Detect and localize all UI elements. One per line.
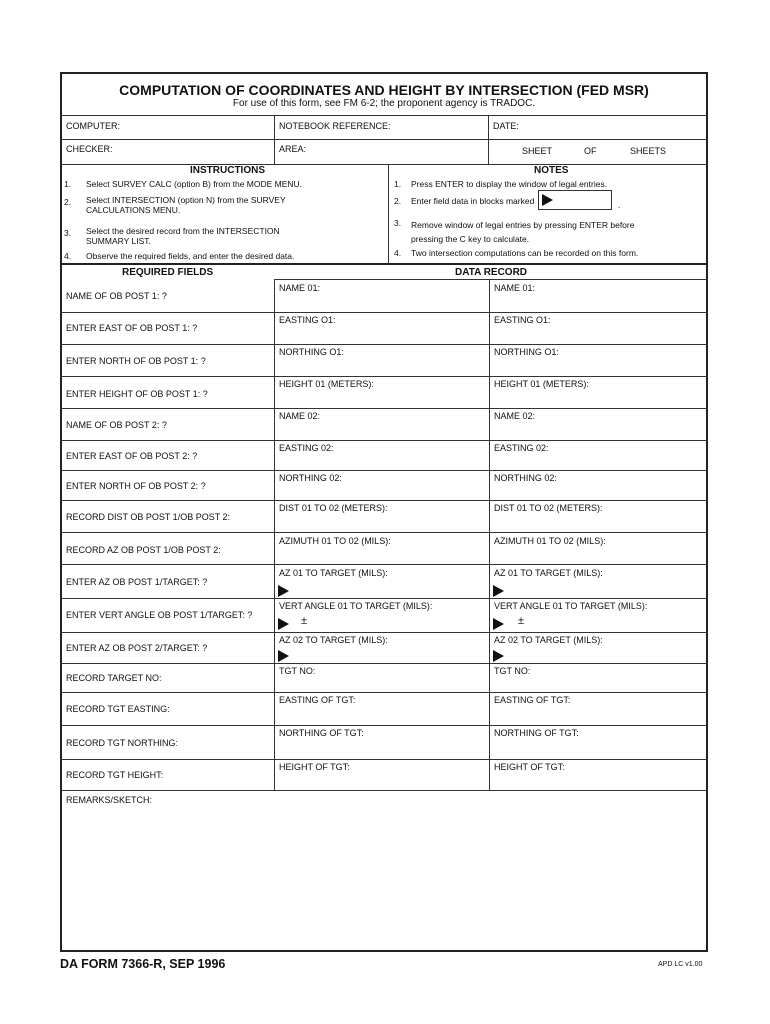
divider [61,725,707,726]
data-field-01[interactable]: DIST 01 TO 02 (METERS): [279,503,388,513]
instruction-num: 4. [64,251,72,261]
data-record-heading: DATA RECORD [455,267,528,278]
required-field-label: RECORD TGT HEIGHT: [66,770,164,780]
data-field-01[interactable]: EASTING O1: [279,315,336,325]
note-suffix: . [618,200,621,210]
required-field-label: ENTER VERT ANGLE OB POST 1/TARGET: ? [66,610,253,620]
data-field-01[interactable]: NORTHING OF TGT: [279,728,364,738]
divider [61,440,707,441]
data-field-02[interactable]: NORTHING O1: [494,347,559,357]
notes-heading: NOTES [534,165,569,176]
data-field-01[interactable]: NAME 02: [279,411,321,421]
data-field-02[interactable]: DIST 01 TO 02 (METERS): [494,503,603,513]
data-field-02[interactable]: HEIGHT OF TGT: [494,762,565,772]
data-field-02[interactable]: HEIGHT 01 (METERS): [494,379,589,389]
divider [61,632,707,633]
divider [61,344,707,345]
divider [61,139,707,140]
data-field-02[interactable]: AZIMUTH 01 TO 02 (MILS): [494,536,606,546]
instruction-text: Select INTERSECTION (option N) from the SURVEY CALCULATIONS MENU. [86,195,286,215]
note-text: Remove window of legal entries by pressing ENTER before pressing the C key to calculate. [411,220,635,244]
entry-arrow-icon [278,650,289,662]
sheet-label[interactable]: SHEET [522,146,553,156]
data-field-02[interactable]: AZ 01 TO TARGET (MILS): [494,568,603,578]
data-field-01[interactable]: HEIGHT 01 (METERS): [279,379,374,389]
data-field-01[interactable]: VERT ANGLE 01 TO TARGET (MILS): [279,601,433,611]
divider [61,598,707,599]
data-field-02[interactable]: NORTHING OF TGT: [494,728,579,738]
required-field-label: RECORD TARGET NO: [66,673,162,683]
data-field-02[interactable]: NAME 01: [494,283,536,293]
divider [388,165,389,263]
required-field-label: NAME OF OB POST 2: ? [66,420,167,430]
data-field-01[interactable]: AZIMUTH 01 TO 02 (MILS): [279,536,391,546]
data-field-01[interactable]: AZ 02 TO TARGET (MILS): [279,635,388,645]
divider [274,279,707,280]
required-field-label: NAME OF OB POST 1: ? [66,291,167,301]
instructions-heading: INSTRUCTIONS [190,165,265,176]
divider [61,263,707,265]
entry-arrow-icon [493,650,504,662]
date-field[interactable]: DATE: [493,121,519,131]
note-text: Two intersection computations can be recorded on this form. [411,248,639,258]
required-field-label: RECORD TGT NORTHING: [66,738,179,748]
checker-field[interactable]: CHECKER: [66,144,113,154]
required-field-label: ENTER NORTH OF OB POST 2: ? [66,481,206,491]
data-field-02[interactable]: AZ 02 TO TARGET (MILS): [494,635,603,645]
instruction-num: 2. [64,197,72,207]
of-label: OF [584,146,597,156]
instruction-text: Observe the required fields, and enter the desired data. [86,251,295,261]
required-field-label: RECORD TGT EASTING: [66,704,170,714]
entry-arrow-icon [278,618,289,630]
required-field-label: ENTER AZ OB POST 2/TARGET: ? [66,643,208,653]
data-field-02[interactable]: VERT ANGLE 01 TO TARGET (MILS): [494,601,648,611]
divider [488,116,489,164]
data-field-02[interactable]: NORTHING 02: [494,473,557,483]
data-field-01[interactable]: TGT NO: [279,666,316,676]
divider [61,692,707,693]
form-title: COMPUTATION OF COORDINATES AND HEIGHT BY INTERSECTION (FED MSR) [119,82,649,98]
required-field-label: ENTER NORTH OF OB POST 1: ? [66,356,206,366]
instruction-num: 1. [64,179,72,189]
note-num: 3. [394,218,402,228]
computer-field[interactable]: COMPUTER: [66,121,120,131]
area-field[interactable]: AREA: [279,144,307,154]
play-arrow-icon [542,194,553,206]
data-field-02[interactable]: TGT NO: [494,666,531,676]
instruction-text: Select SURVEY CALC (option B) from the MODE MENU. [86,179,303,189]
data-field-02[interactable]: NAME 02: [494,411,536,421]
note-num: 1. [394,179,402,189]
data-field-02[interactable]: EASTING OF TGT: [494,695,571,705]
note-num: 2. [394,196,402,206]
entry-arrow-icon [493,618,504,630]
divider [61,312,707,313]
data-field-01[interactable]: NORTHING 02: [279,473,342,483]
divider [61,663,707,664]
divider [61,408,707,409]
divider [61,164,707,165]
entry-arrow-icon [278,585,289,597]
note-text: Enter field data in blocks marked [411,196,535,206]
required-field-label: ENTER HEIGHT OF OB POST 1: ? [66,389,208,399]
divider [61,532,707,533]
data-field-01[interactable]: AZ 01 TO TARGET (MILS): [279,568,388,578]
data-field-01[interactable]: EASTING 02: [279,443,334,453]
divider [274,116,275,164]
divider [61,376,707,377]
required-field-label: ENTER EAST OF OB POST 1: ? [66,323,198,333]
divider [61,115,707,116]
data-field-01[interactable]: NAME 01: [279,283,321,293]
instruction-text: Select the desired record from the INTERSECTION SUMMARY LIST. [86,226,280,246]
form-subtitle: For use of this form, see FM 6-2; the proponent agency is TRADOC. [232,98,536,109]
divider [61,564,707,565]
form-number: DA FORM 7366-R, SEP 1996 [60,957,226,971]
note-text: Press ENTER to display the window of legal entries. [411,179,608,189]
required-field-label: RECORD AZ OB POST 1/OB POST 2: [66,545,221,555]
notebook-reference-field[interactable]: NOTEBOOK REFERENCE: [279,121,391,131]
data-field-01[interactable]: EASTING OF TGT: [279,695,356,705]
data-field-01[interactable]: HEIGHT OF TGT: [279,762,350,772]
sheets-label[interactable]: SHEETS [630,146,667,156]
required-field-label: RECORD DIST OB POST 1/OB POST 2: [66,512,231,522]
required-field-label: ENTER AZ OB POST 1/TARGET: ? [66,577,208,587]
entry-arrow-icon [493,585,504,597]
divider [61,470,707,471]
divider [489,279,490,790]
required-fields-heading: REQUIRED FIELDS [122,267,214,278]
plus-minus-sign[interactable]: ± [301,615,308,627]
data-field-02[interactable]: EASTING O1: [494,315,551,325]
remarks-sketch-field[interactable]: REMARKS/SKETCH: [66,795,153,805]
divider [61,790,707,791]
instruction-num: 3. [64,228,72,238]
note-num: 4. [394,248,402,258]
divider [61,500,707,501]
plus-minus-sign[interactable]: ± [518,615,525,627]
required-field-label: ENTER EAST OF OB POST 2: ? [66,451,198,461]
divider [61,759,707,760]
form-version: APD LC v1.00 [658,961,703,968]
divider [274,279,275,790]
data-field-02[interactable]: EASTING 02: [494,443,549,453]
data-field-01[interactable]: NORTHING O1: [279,347,344,357]
